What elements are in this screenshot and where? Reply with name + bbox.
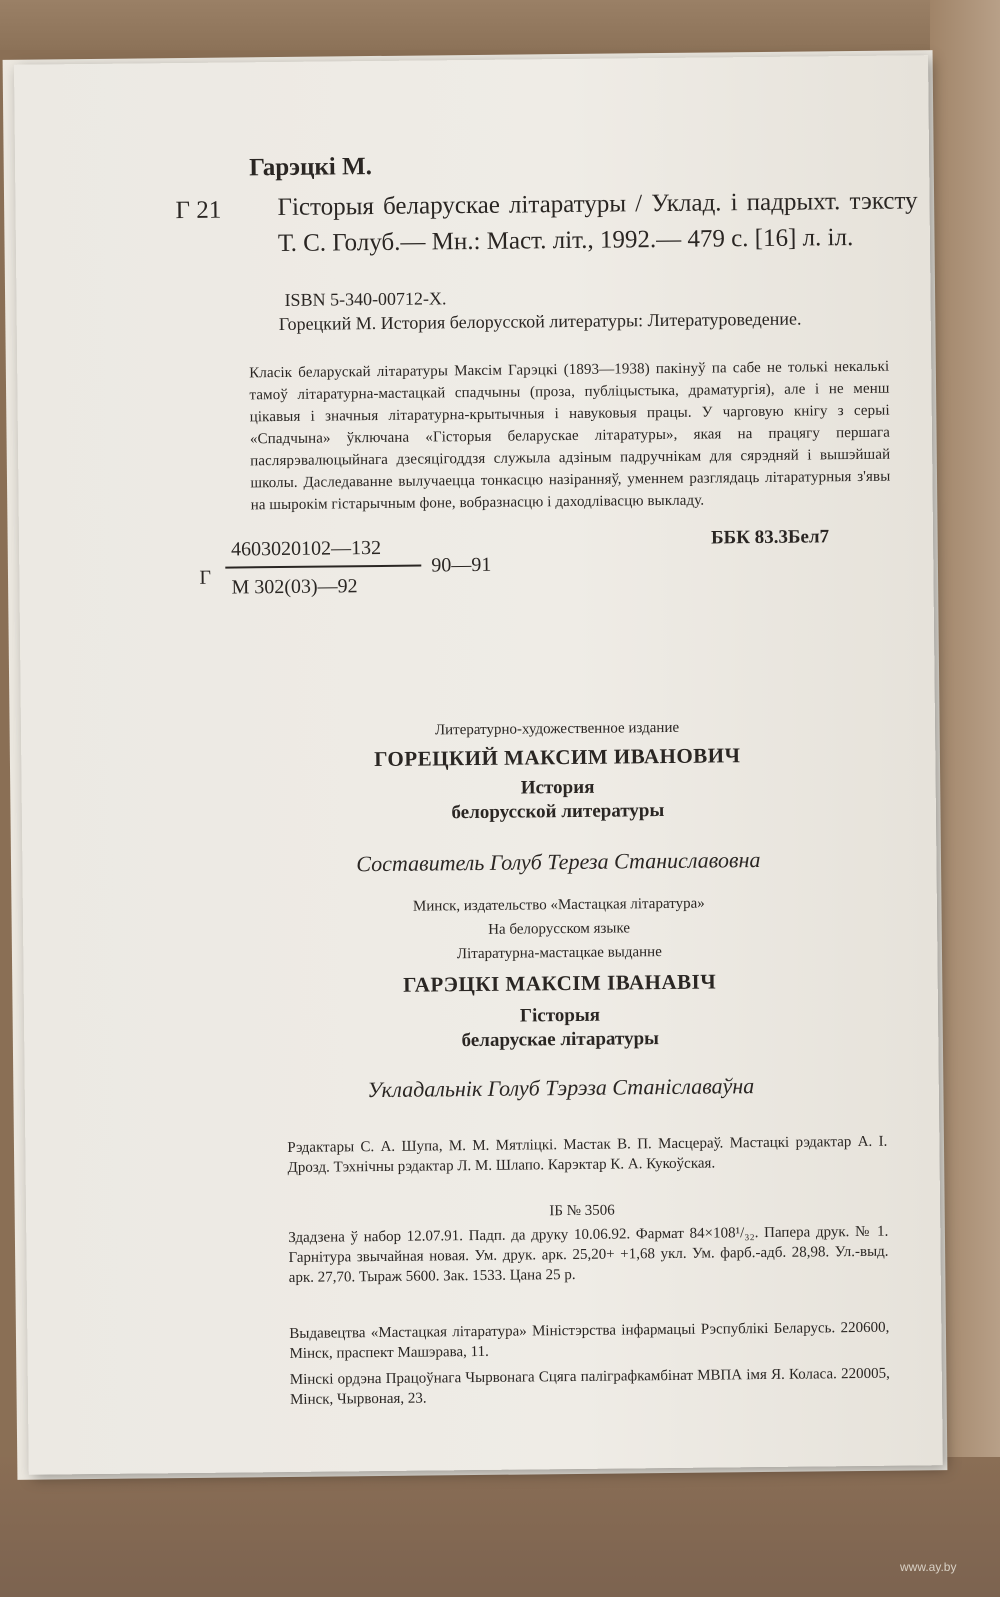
be-title-line-2: беларускае літаратуры (461, 1028, 660, 1052)
colophon-publisher: Выдавецтва «Мастацкая літаратура» Міністэрства інфармацыі Рэспублікі Беларусь. 220600, Мінск, праспект Машэрава, 11. (289, 1319, 890, 1362)
catalog-shelf-mark: Г 21 (175, 196, 222, 225)
catalog-code-mid: 90—91 (431, 553, 492, 577)
watermark: www.ay.by (900, 1560, 957, 1574)
background-top (0, 0, 1000, 50)
ru-compiler: Составитель Голуб Тереза Станиславовна (356, 847, 761, 877)
ru-language: На белорусском языке (488, 920, 631, 938)
catalog-title-block: Гісторыя беларускае літаратуры / Уклад. і падрыхт. тэксту Т. С. Голуб.— Мн.: Маст. літ., 1992.— 479 с. [16] л. іл. (277, 187, 918, 258)
be-compiler: Укладальнік Голуб Тэрэза Станіславаўна (367, 1073, 755, 1103)
catalog-code-prefix: Г (199, 566, 212, 589)
ru-title-line-2: белорусской литературы (451, 800, 665, 824)
catalog-isbn: ISBN 5-340-00712-X. (284, 288, 447, 310)
ru-city-publisher: Минск, издательство «Мастацкая літаратура» (412, 895, 705, 915)
catalog-annotation: Класік беларускай літаратуры Максім Гарэцкі (1893—1938) пакінуў па сабе не толькі некалькі тамоў літаратурна-мастацкай спадчыны (проза, публіцыстыка, драматургія), але і не менш цікавыя і значныя літаратурна-крытычныя і навуковыя працы. У чарговую кнігу з серыі «Спадчына» ўключана «Гісторыя беларускае літаратуры», якая на працягу першага паслярэвалюцыйнага дзесяцігоддзя служыла адзіным падручнікам для сярэдняй і вышэйшай школы. Даследаванне вылучаецца тонкасцю назіранняў, уменнем разглядаць літаратурныя з'явы на шырокім гістарычным фоне, вобразнасцю і даходлівасцю выкладу. (249, 358, 891, 514)
catalog-code-top: 4603020102—132 (230, 536, 382, 561)
book-page (14, 55, 943, 1474)
be-title-line-1: Гісторыя (519, 1004, 601, 1027)
ru-title-line-1: История (520, 776, 595, 799)
colophon-editors: Рэдактары С. А. Шупа, М. М. Мятліцкі. Мастак В. П. Масцераў. Мастацкі рэдактар А. І. Дрозд. Тэхнічны рэдактар Л. М. Шлапо. Карэктар К. А. Кукоўская. (287, 1133, 888, 1176)
colophon-ib-number: ІБ № 3506 (549, 1202, 615, 1220)
catalog-code-bottom: М 302(03)—92 (231, 575, 358, 599)
ru-edition-type: Литературно-художественное издание (434, 719, 680, 739)
ru-author-full: ГОРЕЦКИЙ МАКСИМ ИВАНОВИЧ (374, 743, 741, 772)
catalog-code-divider (225, 565, 421, 569)
catalog-bbk: ББК 83.3Бел7 (710, 526, 830, 549)
be-edition-type: Літаратурна-мастацкае выданне (456, 944, 662, 963)
colophon-print-data: Здадзена ў набор 12.07.91. Падп. да друку 10.06.92. Фармат 84×108¹/₃₂. Папера друк. № 1. Гарнітура звычайная новая. Ум. друк. арк. 25,20+ +1,68 укл. Ум. фарб.-адб. 28,98. Ул.-выд. арк. 27,70. Тыраж 5600. Зак. 1533. Цана 25 р. (288, 1223, 889, 1286)
catalog-ru-title: Горецкий М. История белорусской литературы: Литературоведение. (278, 308, 802, 335)
be-author-full: ГАРЭЦКІ МАКСІМ ІВАНАВІЧ (403, 969, 717, 997)
catalog-author: Гарэцкі М. (248, 153, 373, 182)
colophon-printer: Мінскі ордэна Працоўнага Чырвонага Сцяга паліграфкамбінат МВПА імя Я. Коласа. 220005, Мінск, Чырвоная, 23. (289, 1365, 890, 1408)
